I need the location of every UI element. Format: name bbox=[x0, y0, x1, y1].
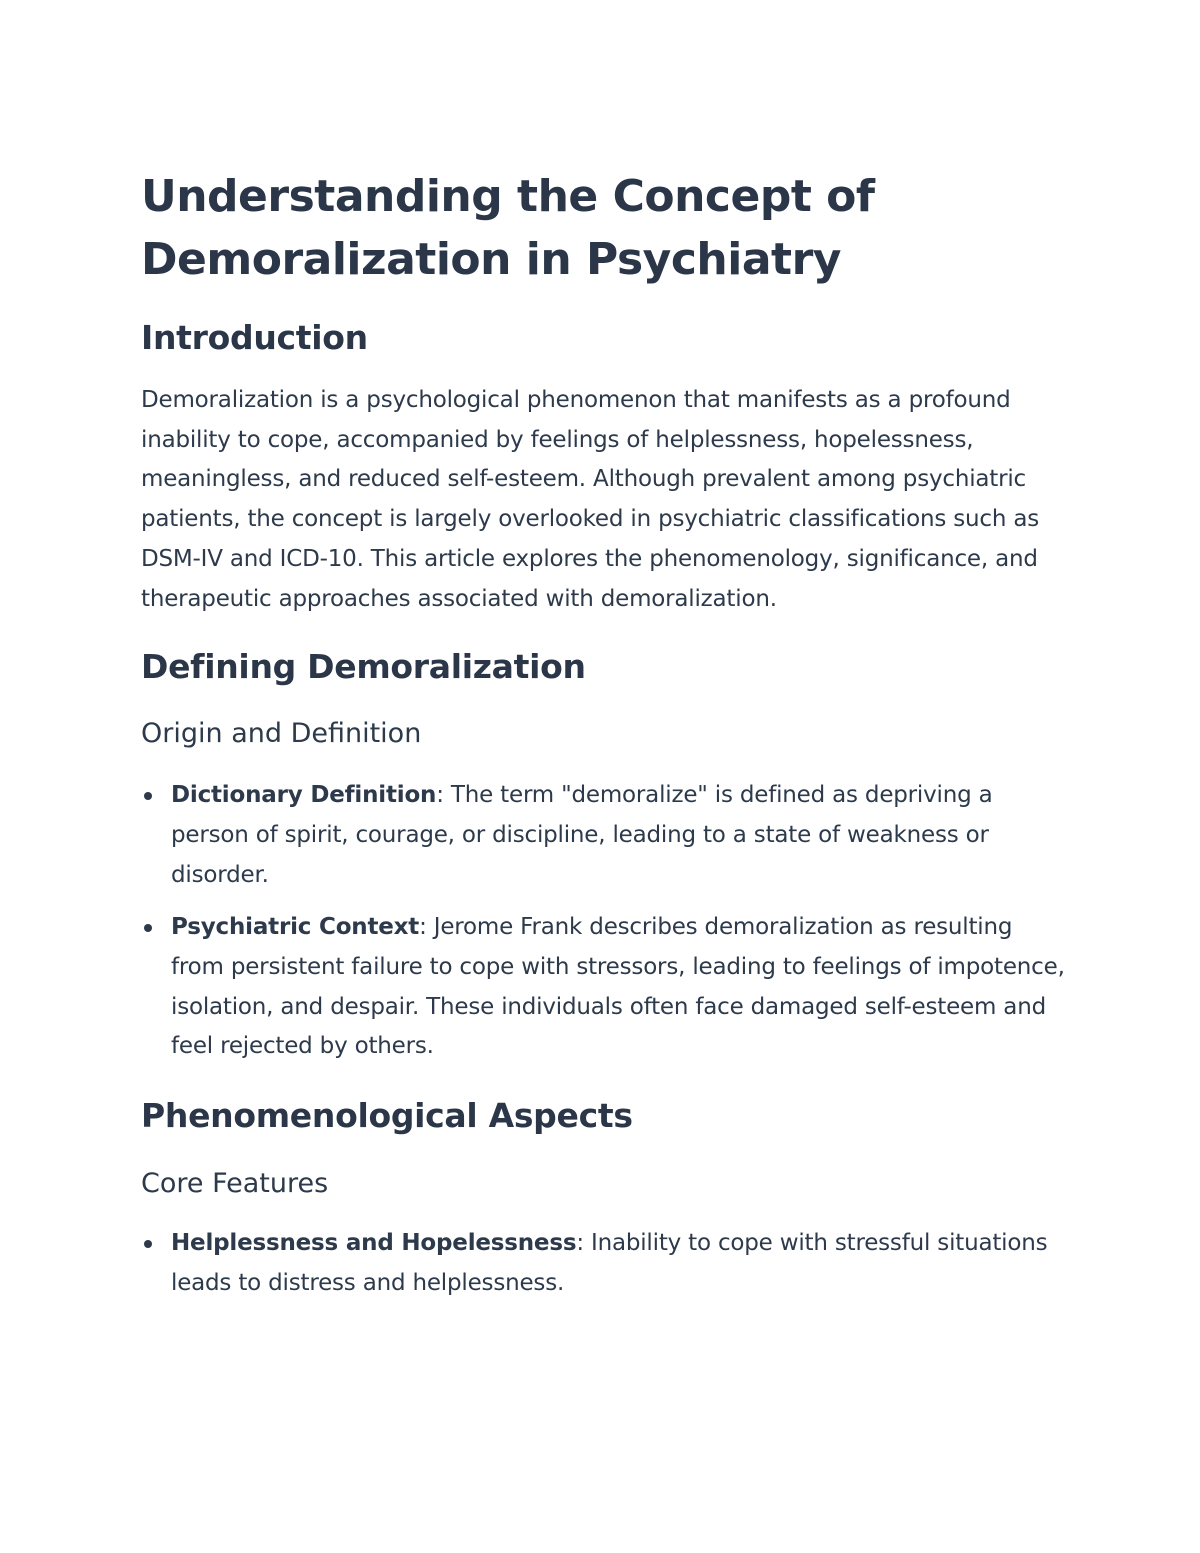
bullet-icon bbox=[144, 1240, 152, 1248]
list-item-term: Psychiatric Context bbox=[171, 914, 420, 941]
subsection-heading-origin-and-definition: Origin and Definition bbox=[141, 718, 422, 750]
introduction-paragraph: Demoralization is a psychological phenomenon that manifests as a profound inability to cope, accompanied by feelings of helplessness, hopelessness, meaningless, and reduced self-esteem. Although prevalent among psychiatric patients, the concept is largely overlooked in psychiatric classifications such as DSM-IV and ICD-10. This article explores the phenomenology, significance, and therapeutic approaches associated with demoralization. bbox=[141, 387, 1040, 612]
document-title: Understanding the Concept of Demoralization in Psychiatry bbox=[141, 171, 875, 285]
origin-definition-list bbox=[141, 776, 1071, 1067]
section-heading-phenomenological-aspects: Phenomenological Aspects bbox=[141, 1096, 633, 1136]
document-page bbox=[141, 165, 1071, 1304]
section-heading-defining-demoralization: Defining Demoralization bbox=[141, 647, 586, 687]
list-item-text: : The term "demoralize" is defined as depriving a person of spirit, courage, or discipline, leading to a state of weakness or disorder. bbox=[171, 782, 993, 888]
list-item bbox=[141, 1224, 1071, 1303]
list-item-text: : Jerome Frank describes demoralization as resulting from persistent failure to cope with stressors, leading to feelings of impotence, isolation, and despair. These individuals often face damaged self-esteem and feel rejected by others. bbox=[171, 914, 1065, 1060]
subsection-heading-core-features: Core Features bbox=[141, 1168, 329, 1200]
list-item bbox=[141, 908, 1071, 1067]
bullet-icon bbox=[144, 792, 152, 800]
section-heading-introduction: Introduction bbox=[141, 318, 368, 357]
core-features-list bbox=[141, 1224, 1071, 1303]
list-item bbox=[141, 776, 1071, 895]
bullet-icon bbox=[144, 924, 152, 932]
list-item-term: Helplessness and Hopelessness bbox=[171, 1230, 577, 1257]
list-item-term: Dictionary Definition bbox=[171, 782, 437, 809]
list-item-text: : Inability to cope with stressful situations leads to distress and helplessness. bbox=[171, 1230, 1048, 1296]
